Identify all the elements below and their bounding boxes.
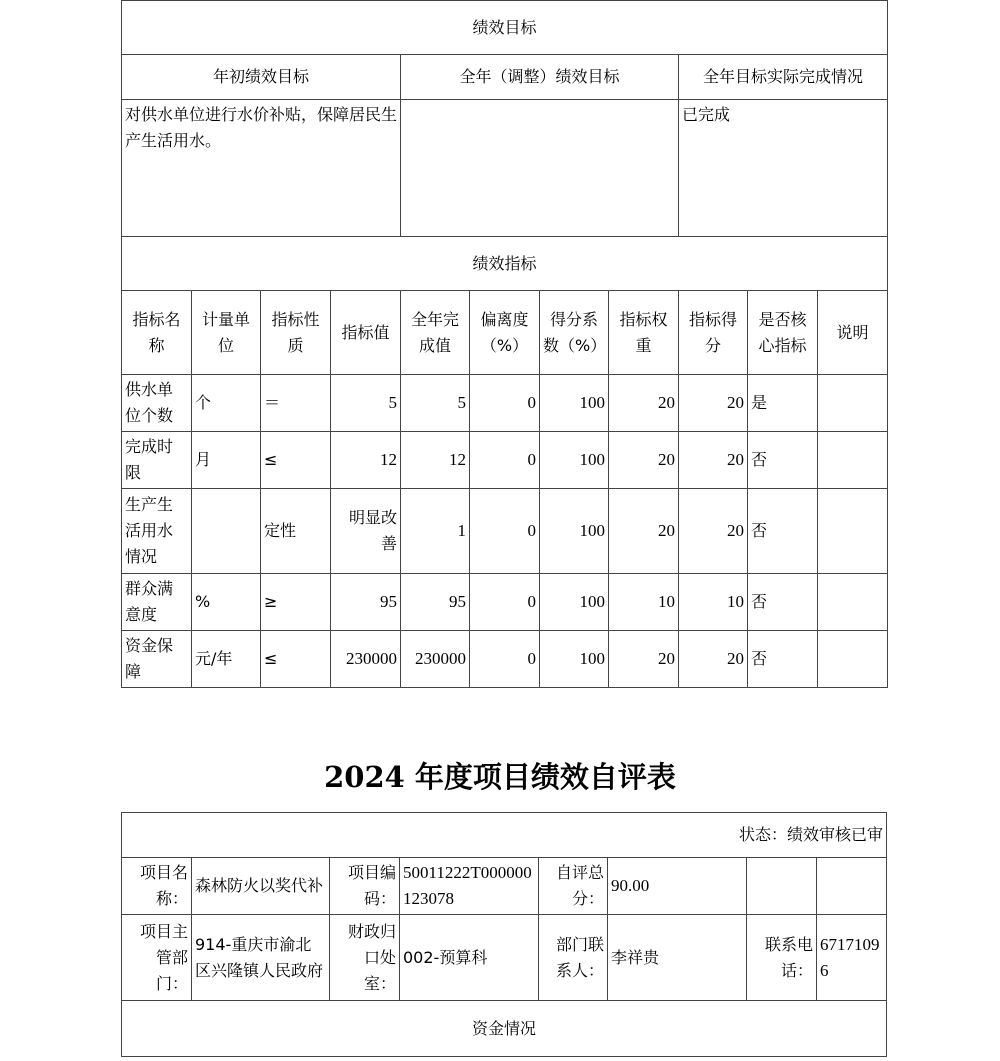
project-name-value: 森林防火以奖代补 — [192, 858, 330, 915]
actual-value: 230000 — [401, 631, 470, 688]
actual-value: 5 — [401, 375, 470, 432]
phone-label: 联系电话： — [747, 915, 817, 1001]
col-weight: 指标权重 — [609, 291, 679, 375]
self-score-value: 90.00 — [608, 858, 747, 915]
col-initial-goal: 年初绩效目标 — [122, 55, 401, 100]
col-core-indicator: 是否核心指标 — [748, 291, 818, 375]
deviation: 0 — [470, 375, 540, 432]
contact-label: 部门联系人： — [539, 915, 608, 1001]
core-indicator: 否 — [748, 432, 818, 489]
dept-value: 914-重庆市渝北区兴隆镇人民政府 — [192, 915, 330, 1001]
finance-label: 财政归口处室： — [330, 915, 400, 1001]
col-actual-value: 全年完成值 — [401, 291, 470, 375]
actual-value: 95 — [401, 574, 470, 631]
unit: % — [192, 574, 261, 631]
col-unit: 计量单位 — [192, 291, 261, 375]
nature: ≤ — [261, 631, 331, 688]
score-coefficient: 100 — [540, 489, 609, 574]
nature: ＝ — [261, 375, 331, 432]
weight: 20 — [609, 631, 679, 688]
actual-completion-text: 已完成 — [679, 100, 888, 237]
core-indicator: 否 — [748, 631, 818, 688]
unit — [192, 489, 261, 574]
table-row — [122, 631, 888, 688]
deviation: 0 — [470, 489, 540, 574]
core-indicator: 是 — [748, 375, 818, 432]
nature: 定性 — [261, 489, 331, 574]
notes — [818, 489, 888, 574]
col-nature: 指标性质 — [261, 291, 331, 375]
table-row — [122, 375, 888, 432]
indicator-column-headers — [122, 291, 888, 375]
col-score: 指标得分 — [679, 291, 748, 375]
weight: 20 — [609, 432, 679, 489]
target-value: 95 — [331, 574, 401, 631]
col-score-coefficient: 得分系数（%） — [540, 291, 609, 375]
table-row — [122, 432, 888, 489]
actual-value: 1 — [401, 489, 470, 574]
unit: 个 — [192, 375, 261, 432]
empty-cell — [817, 858, 887, 915]
score-coefficient: 100 — [540, 432, 609, 489]
score-coefficient: 100 — [540, 631, 609, 688]
project-code-value: 50011222T000000123078 — [400, 858, 539, 915]
phone-value: 67171096 — [817, 915, 887, 1001]
score: 20 — [679, 375, 748, 432]
table-row — [122, 489, 888, 574]
notes — [818, 631, 888, 688]
self-score-label: 自评总分： — [539, 858, 608, 915]
score: 10 — [679, 574, 748, 631]
notes — [818, 375, 888, 432]
col-notes: 说明 — [818, 291, 888, 375]
col-indicator-name: 指标名称 — [122, 291, 192, 375]
funds-header: 资金情况 — [122, 1001, 887, 1057]
col-adjusted-goal: 全年（调整）绩效目标 — [401, 55, 679, 100]
indicator-name: 供水单位个数 — [122, 375, 192, 432]
weight: 10 — [609, 574, 679, 631]
dept-label: 项目主管部门： — [122, 915, 192, 1001]
col-target-value: 指标值 — [331, 291, 401, 375]
indicator-name: 资金保障 — [122, 631, 192, 688]
nature: ≥ — [261, 574, 331, 631]
initial-goal-text: 对供水单位进行水价补贴，保障居民生产生活用水。 — [122, 100, 401, 237]
project-code-label: 项目编码： — [330, 858, 400, 915]
form-title: 2024 年度项目绩效自评表 — [324, 760, 676, 794]
col-deviation: 偏离度（%） — [470, 291, 540, 375]
indicator-name: 群众满意度 — [122, 574, 192, 631]
score: 20 — [679, 432, 748, 489]
status-label: 状态：绩效审核已审 — [122, 813, 887, 858]
target-value: 230000 — [331, 631, 401, 688]
self-evaluation-form — [121, 812, 887, 1057]
indicator-name: 生产生活用水情况 — [122, 489, 192, 574]
core-indicator: 否 — [748, 489, 818, 574]
deviation: 0 — [470, 432, 540, 489]
indicators-header: 绩效指标 — [122, 237, 888, 291]
score-coefficient: 100 — [540, 574, 609, 631]
indicator-name: 完成时限 — [122, 432, 192, 489]
unit: 元/年 — [192, 631, 261, 688]
unit: 月 — [192, 432, 261, 489]
performance-goals-table — [121, 0, 888, 688]
adjusted-goal-text — [401, 100, 679, 237]
contact-value: 李祥贵 — [608, 915, 747, 1001]
weight: 20 — [609, 489, 679, 574]
target-value: 5 — [331, 375, 401, 432]
notes — [818, 432, 888, 489]
finance-value: 002-预算科 — [400, 915, 539, 1001]
weight: 20 — [609, 375, 679, 432]
score-coefficient: 100 — [540, 375, 609, 432]
score: 20 — [679, 631, 748, 688]
col-actual-completion: 全年目标实际完成情况 — [679, 55, 888, 100]
nature: ≤ — [261, 432, 331, 489]
core-indicator: 否 — [748, 574, 818, 631]
notes — [818, 574, 888, 631]
empty-cell — [747, 858, 817, 915]
deviation: 0 — [470, 631, 540, 688]
score: 20 — [679, 489, 748, 574]
deviation: 0 — [470, 574, 540, 631]
target-value: 明显改善 — [331, 489, 401, 574]
actual-value: 12 — [401, 432, 470, 489]
project-name-label: 项目名称： — [122, 858, 192, 915]
table-row — [122, 574, 888, 631]
goals-header: 绩效目标 — [122, 1, 888, 55]
target-value: 12 — [331, 432, 401, 489]
